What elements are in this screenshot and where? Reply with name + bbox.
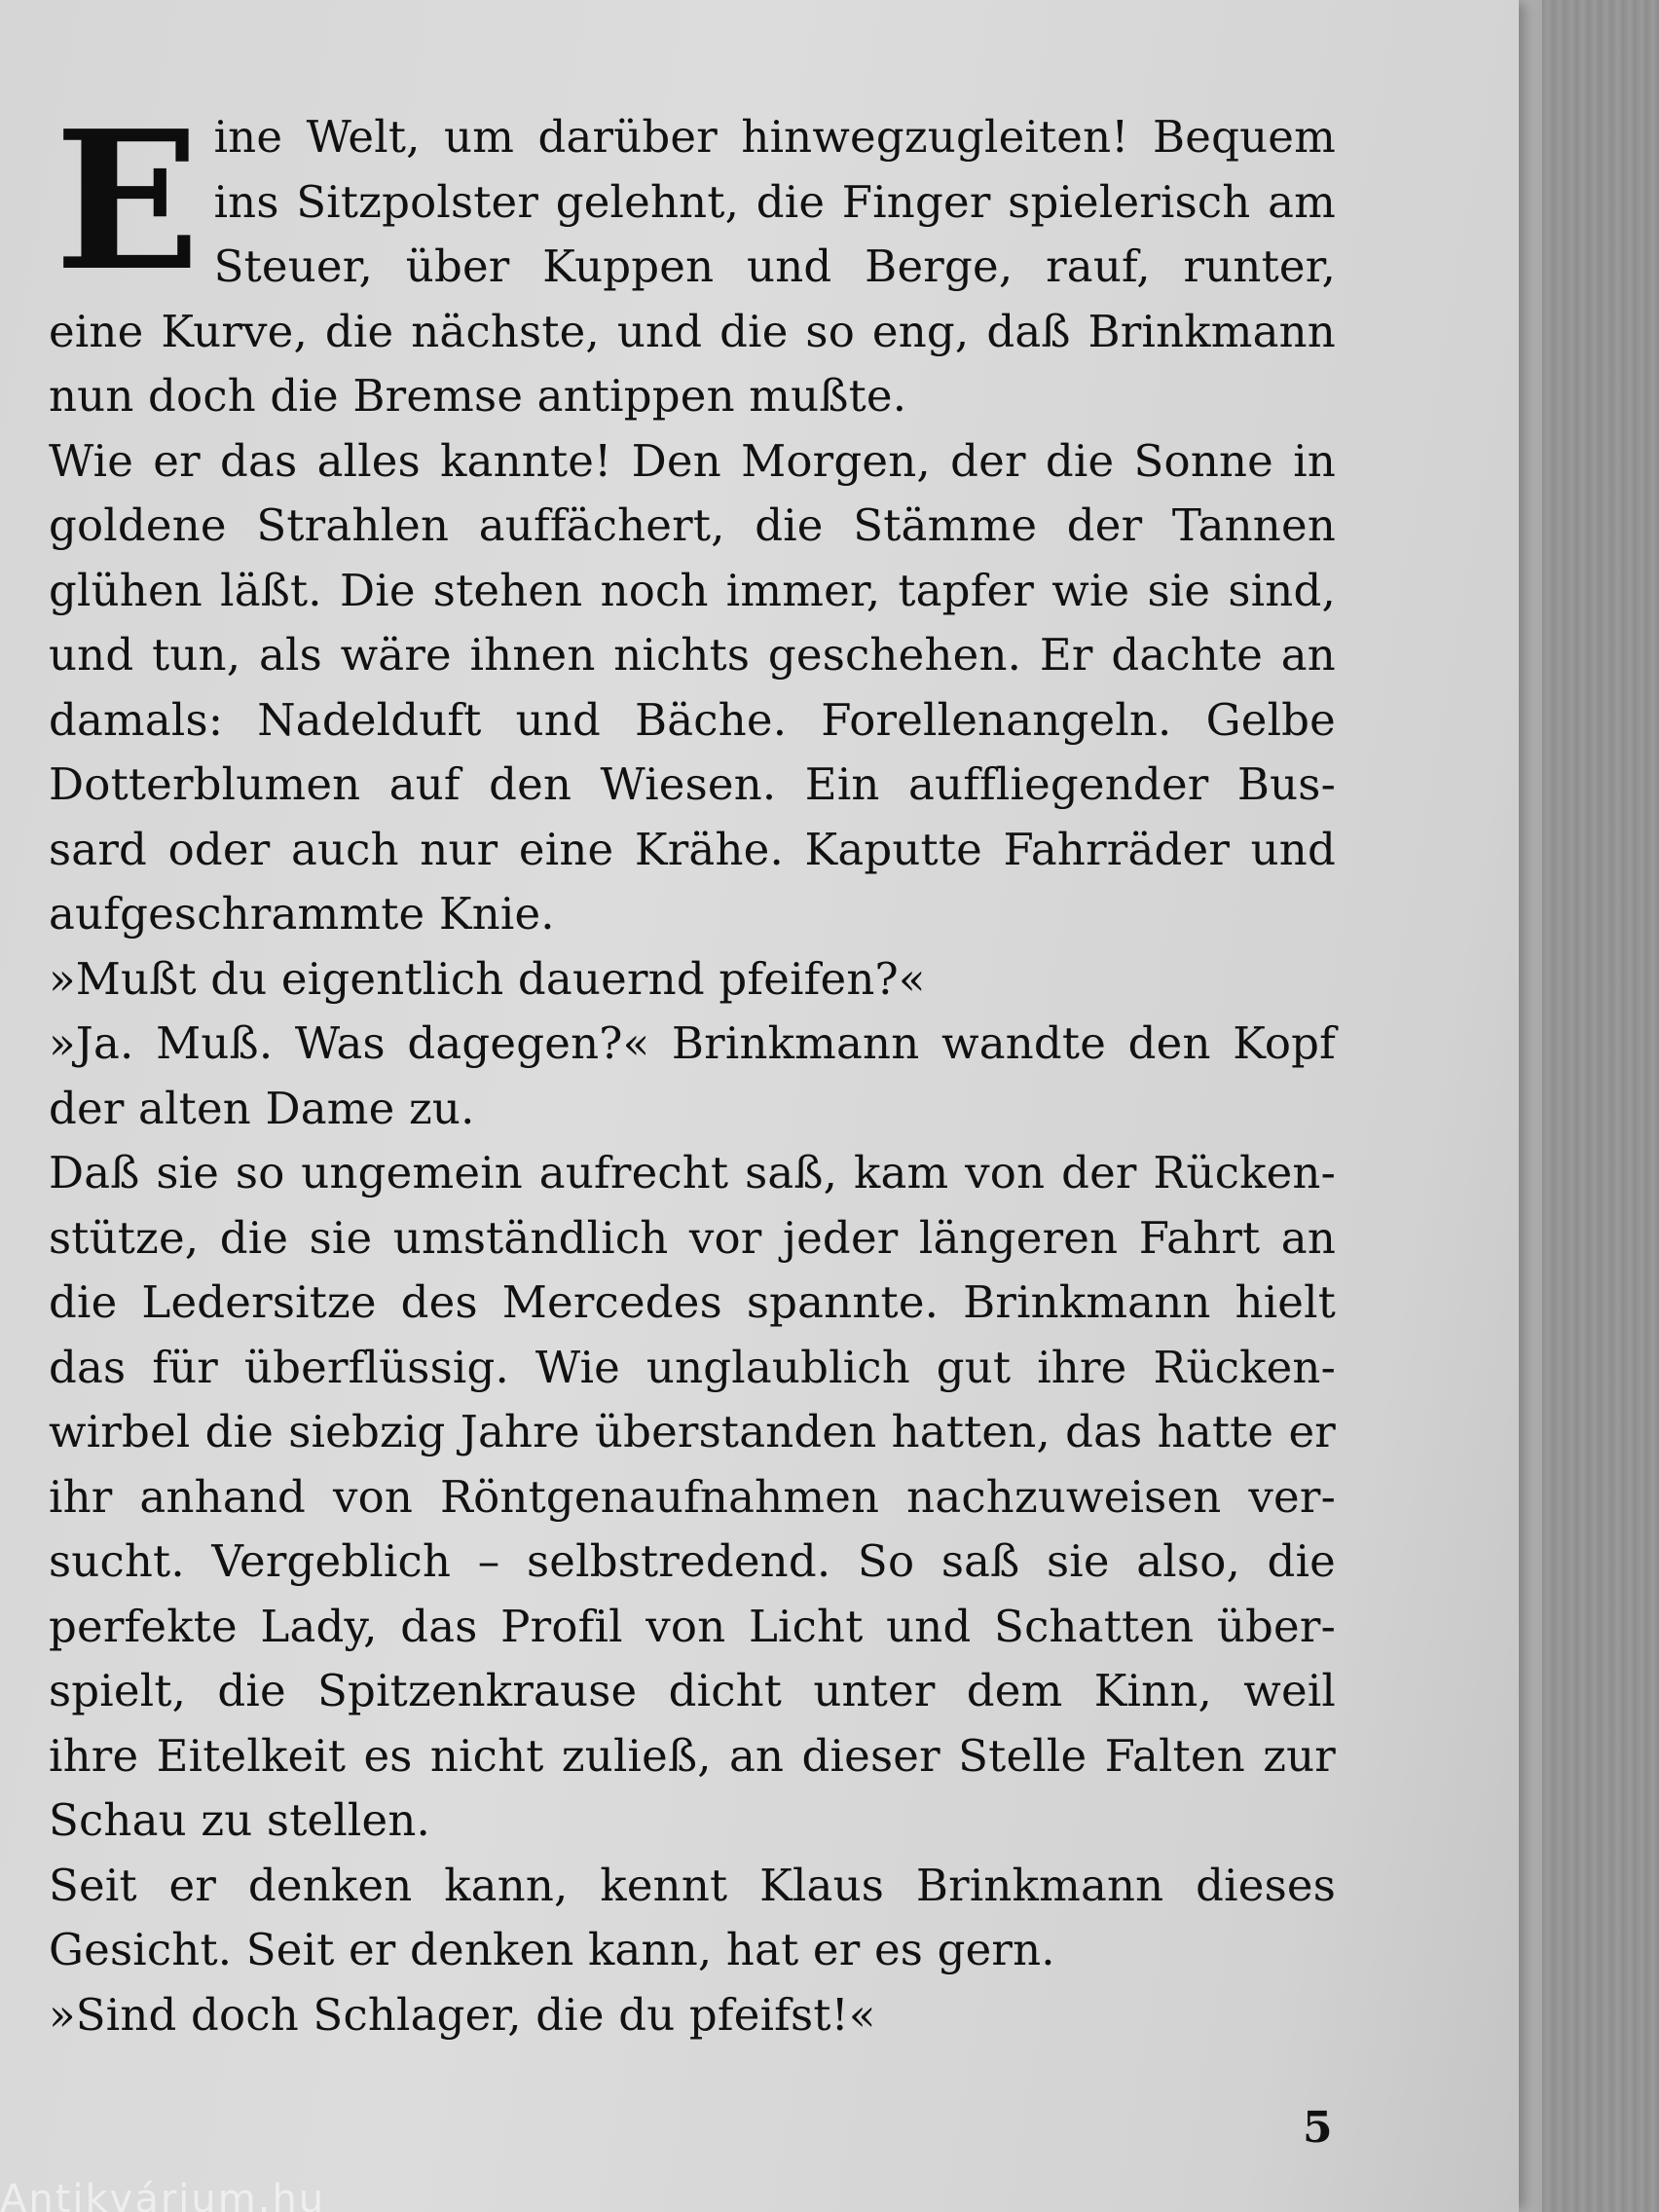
text-line: Steuer, über Kuppen und Berge, rauf, runter, (213, 240, 1336, 292)
book-page-stack (1542, 0, 1659, 2212)
text-line: ihr anhand von Röntgenaufnahmen nachzuweisen ver- (49, 1470, 1336, 1523)
text-line: spielt, die Spitzenkrause dicht unter dem Kinn, weil (49, 1665, 1336, 1716)
text-line: aufgeschrammte Knie. (49, 888, 555, 940)
watermark: Antikvárium.hu (0, 2177, 326, 2212)
text-line: stütze, die sie umständlich vor jeder längeren Fahrt an (49, 1211, 1336, 1264)
paragraph (49, 1012, 1336, 1141)
text-line: goldene Strahlen auffächert, die Stämme der Tannen (49, 499, 1336, 551)
text-line: perfekte Lady, das Profil von Licht und Schatten über- (49, 1600, 1336, 1652)
text-line: der alten Dame zu. (49, 1082, 475, 1134)
text-line: und tun, als wäre ihnen nichts geschehen. Er dachte an (49, 629, 1336, 681)
text-line: die Ledersitze des Mercedes spannte. Brinkmann hielt (49, 1276, 1336, 1328)
text-line: das für überflüssig. Wie unglaublich gut ihre Rücken- (49, 1341, 1336, 1393)
text-line: ins Sitzpolster gelehnt, die Finger spielerisch am (213, 175, 1336, 228)
paragraph (49, 1983, 1336, 2048)
page-edge (1519, 0, 1542, 2212)
paragraph (49, 1854, 1336, 1983)
text-line: Seit er denken kann, kennt Klaus Brinkmann dieses (49, 1859, 1336, 1911)
drop-cap: E (55, 90, 201, 313)
text-line: Gesicht. Seit er denken kann, hat er es gern. (49, 1924, 1055, 1975)
text-line: sard oder auch nur eine Krähe. Kaputte Fahrräder und (49, 823, 1336, 875)
text-line: eine Kurve, die nächste, und die so eng, daß Brinkmann (49, 305, 1336, 357)
text-line: damals: Nadelduft und Bäche. Forellenangeln. Gelbe (49, 693, 1336, 746)
text-line: Daß sie so ungemein aufrecht saß, kam von der Rücken- (49, 1147, 1336, 1198)
paragraph (49, 90, 1336, 429)
text-line: Dotterblumen auf den Wiesen. Ein auffliegender Bus- (49, 758, 1336, 810)
text-line: wirbel die siebzig Jahre überstanden hatten, das hatte er (49, 1406, 1336, 1457)
paragraph (49, 429, 1336, 947)
paragraph (49, 947, 1336, 1013)
text-line: Schau zu stellen. (49, 1794, 431, 1846)
text-line: »Sind doch Schlager, die du pfeifst!« (49, 1988, 876, 2041)
text-line: sucht. Vergeblich – selbstredend. So saß sie also, die (49, 1535, 1336, 1587)
text-line: Wie er das alles kannte! Den Morgen, der die Sonne in (49, 434, 1336, 487)
page-number: 5 (1303, 2103, 1333, 2153)
text-line: nun doch die Bremse antippen mußte. (49, 370, 907, 422)
text-line: »Mußt du eigentlich dauernd pfeifen?« (49, 952, 926, 1005)
body-text (49, 90, 1336, 2047)
text-line: ine Welt, um darüber hinwegzugleiten! Bequem (213, 111, 1336, 163)
text-line: glühen läßt. Die stehen noch immer, tapfer wie sie sind, (49, 564, 1336, 616)
text-line: ihre Eitelkeit es nicht zuließ, an dieser Stelle Falten zur (49, 1729, 1336, 1782)
text-line: »Ja. Muß. Was dagegen?« Brinkmann wandte den Kopf (49, 1017, 1336, 1069)
paragraph (49, 1141, 1336, 1854)
